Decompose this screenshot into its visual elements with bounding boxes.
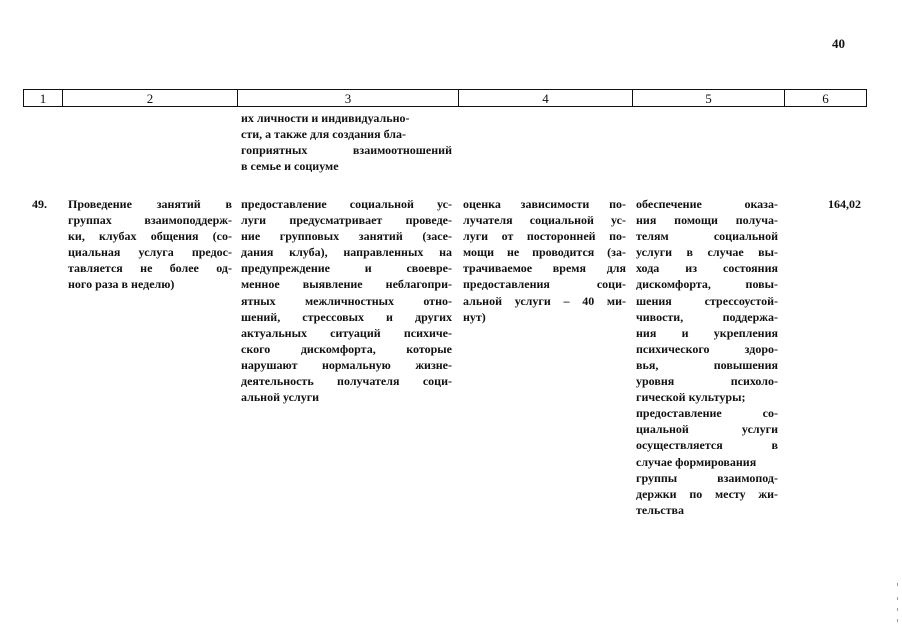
assessment-cell	[463, 196, 626, 325]
header-col-1: 1	[24, 90, 63, 107]
text-line: циальная услуга предос-	[68, 245, 232, 260]
text-line: ного раза в неделю)	[68, 277, 175, 292]
text-line: нарушают нормальную жизне-	[241, 357, 452, 372]
row-number	[32, 196, 60, 212]
text-line: вья, повышения	[636, 357, 778, 372]
text-line: гоприятных взаимоотношений	[241, 143, 452, 158]
page-number: 40	[832, 36, 845, 51]
scan-mark	[897, 597, 898, 600]
header-col-6: 6	[785, 90, 867, 107]
text-line: деятельность получателя соци-	[241, 374, 452, 389]
text-line: предупреждение и своевре-	[241, 261, 452, 276]
text-line: осуществляется в	[636, 438, 778, 453]
text-line: услуги в случае вы-	[636, 245, 778, 260]
text-line: дискомфорта, повы-	[636, 277, 778, 292]
text-line: актуальных ситуаций психиче-	[241, 325, 452, 340]
scan-mark	[897, 619, 898, 622]
text-line: обеспечение оказа-	[636, 197, 778, 211]
text-line: предоставление со-	[636, 406, 778, 421]
text-line: гической культуры;	[636, 390, 746, 405]
service-description-cell	[241, 196, 452, 405]
text-line: тельства	[636, 502, 684, 517]
scan-mark	[897, 608, 898, 611]
price-cell	[795, 196, 861, 212]
text-line: в семье и социуме	[241, 159, 339, 174]
text-line: луги предусматривает проведе-	[241, 213, 452, 228]
text-line: телям социальной	[636, 229, 778, 244]
text-line: шения стрессоустой-	[636, 293, 778, 308]
text-line: предоставления соци-	[463, 277, 626, 292]
text-line: альной услуги	[241, 390, 320, 405]
text-line: ского дискомфорта, которые	[241, 341, 452, 356]
text-line: менное выявление неблагопри-	[241, 277, 452, 292]
service-name-cell	[68, 196, 232, 293]
text-line: ния и укрепления	[636, 325, 778, 340]
text-line: луги от посторонней по-	[463, 229, 626, 244]
text-line: альной услуги – 40 ми-	[463, 293, 626, 308]
text-line: лучателя социальной ус-	[463, 213, 626, 228]
text-line: ки, клубах общения (со-	[68, 229, 232, 244]
row-number-text: 49.	[32, 197, 47, 211]
text-line: тавляется не более од-	[68, 261, 232, 276]
text-line: хода из состояния	[636, 261, 778, 276]
header-col-4: 4	[459, 90, 633, 107]
text-line: ние групповых занятий (засе-	[241, 229, 452, 244]
header-col-3: 3	[238, 90, 459, 107]
text-line: группах взаимоподдерж-	[68, 213, 232, 228]
text-line: Проведение занятий в	[68, 197, 232, 211]
text-line: чивости, поддержа-	[636, 309, 778, 324]
text-line: психического здоро-	[636, 341, 778, 356]
text-line: их личности и индивидуально-	[241, 111, 410, 125]
header-col-5: 5	[633, 90, 785, 107]
text-line: сти, а также для создания бла-	[241, 127, 407, 142]
price-value: 164,02	[828, 197, 861, 211]
text-line: случае формирования	[636, 454, 757, 469]
text-line: циальной услуги	[636, 422, 778, 437]
text-line: трачиваемое время для	[463, 261, 626, 276]
text-line: ния помощи получа-	[636, 213, 778, 228]
scan-mark	[897, 583, 898, 586]
text-line: предоставление социальной ус-	[241, 197, 452, 211]
text-line: ятных межличностных отно-	[241, 293, 452, 308]
text-line: дания клуба), направленных на	[241, 245, 452, 260]
text-line: нут)	[463, 309, 486, 324]
text-line: оценка зависимости по-	[463, 197, 626, 211]
text-line: уровня психоло-	[636, 374, 778, 389]
text-line: держки по месту жи-	[636, 486, 778, 501]
continuation-cell	[241, 110, 452, 174]
table-header-row	[23, 89, 867, 107]
text-line: шений, стрессовых и других	[241, 309, 452, 324]
text-line: мощи не проводится (за-	[463, 245, 626, 260]
text-line: группы взаимопод-	[636, 470, 778, 485]
result-cell	[636, 196, 778, 518]
header-col-2: 2	[63, 90, 238, 107]
